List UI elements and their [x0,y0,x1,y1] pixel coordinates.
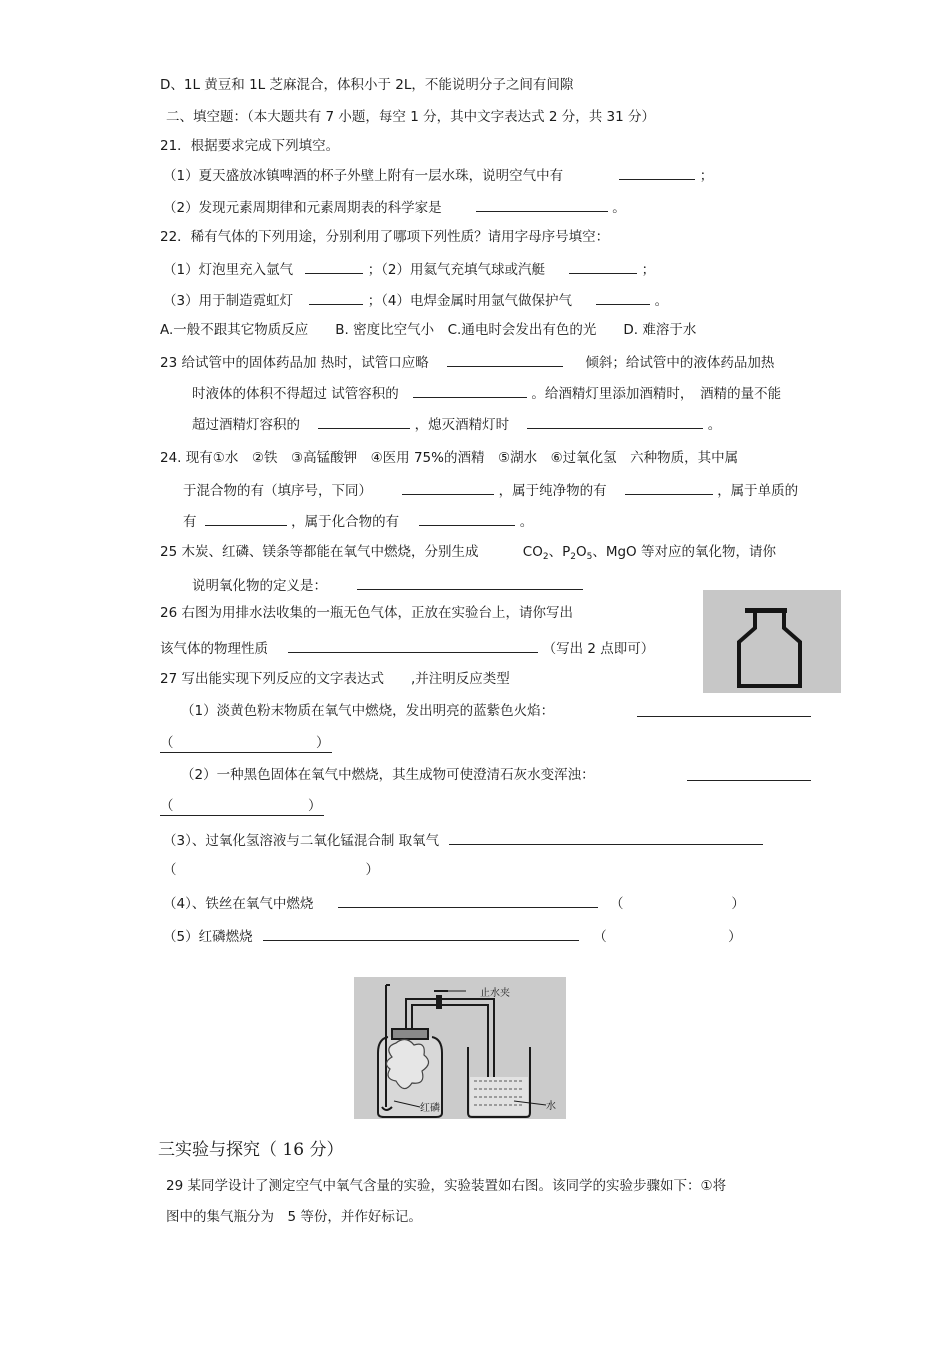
answer-blank[interactable] [625,480,713,495]
q26-text-b: 该气体的物理性质 [160,641,268,657]
q21-stem: 21．根据要求完成下列填空。 [160,138,340,154]
q23-text-c3: 。 [707,417,722,433]
phosphorus-label: 红磷 [420,1103,440,1114]
q24-text-c: 有 [183,514,197,530]
q21-1 [163,165,713,185]
q24-line3 [183,511,533,531]
q23-text-b2: 。给酒精灯里添加酒精时， 酒精的量不能 [531,386,782,402]
q22-row1 [163,259,655,279]
q27-1-blank [637,702,811,722]
answer-blank[interactable] [318,414,410,429]
q23-text-b: 时液体的体积不得超过 试管容积的 [192,386,399,402]
q26-text-b2: （写出 2 点即可） [542,641,655,657]
p2o5-formula: 、$P_2O_5$ [548,544,593,562]
answer-blank[interactable] [596,290,650,305]
q22-stem: 22．稀有气体的下列用途，分别利用了哪项下列性质？请用字母序号填空： [160,229,610,245]
q27-1-type [160,734,332,753]
q22-row2-end: 。 [654,293,669,309]
answer-blank[interactable] [476,197,608,212]
q25-line2 [192,575,583,595]
gas-bottle-figure [703,590,841,693]
q21-1-text: （1）夏天盛放冰镇啤酒的杯子外壁上附有一层水珠，说明空气中有 [163,168,564,184]
co2-formula: $CO_2$ [522,544,549,562]
q24-line1: 24. 现有①水 ②铁 ③高锰酸钾 ④医用 75%的酒精 ⑤湖水 ⑥过氧化氢 六种物质，其中属 [160,450,739,466]
answer-blank[interactable] [305,259,363,274]
q27-1: （1）淡黄色粉末物质在氧气中燃烧，发出明亮的蓝紫色火焰： [181,703,555,719]
q25-text-a: 25 木炭、红磷、镁条等都能在氧气中燃烧，分别生成 [160,544,479,560]
q24-line2 [183,480,798,500]
answer-blank[interactable] [413,383,527,398]
q26-line1: 26 右图为用排水法收集的一瓶无色气体，正放在实验台上，请你写出 [160,605,573,621]
water-label: 水 [546,1101,556,1112]
q27-4 [163,893,745,913]
answer-blank[interactable] [527,414,703,429]
answer-blank[interactable] [687,766,811,781]
q23-text-c: 超过酒精灯容积的 [192,417,300,433]
answer-blank[interactable] [449,830,763,845]
q22-options: A.一般不跟其它物质反应 B. 密度比空气小 C.通电时会发出有色的光 D. 难溶于水 [160,322,697,338]
apparatus-diagram [354,977,566,1119]
q29-line1: 29 某同学设计了测定空气中氧气含量的实验，实验装置如右图。该同学的实验步骤如下：①将 [166,1178,727,1194]
answer-blank[interactable] [357,575,583,590]
q23-line3 [192,414,721,434]
q27-3-text: （3）、过氧化氢溶液与二氧化锰混合制 取氧气 [163,833,440,849]
q23-text-a2: 倾斜；给试管中的液体药品加热 [585,355,775,371]
q25-line1 [160,543,776,566]
q24-text-b3: ，属于单质的 [717,483,799,499]
q27-stem: 27 写出能实现下列反应的文字表达式 ,并注明反应类型 [160,671,510,687]
q27-5-type: （ ） [593,929,742,945]
answer-blank[interactable] [288,638,538,653]
option-d: D、1L 黄豆和 1L 芝麻混合，体积小于 2L，不能说明分子之间有间隙 [160,77,574,93]
q27-5-text: （5）红磷燃烧 [163,929,253,945]
q23-line1 [160,352,774,372]
gas-bottle-icon [703,590,841,693]
q24-text-b2: ，属于纯净物的有 [498,483,607,499]
paren-open: （ [160,798,174,814]
q22-row1-end: ； [641,262,656,278]
q22-2-text: ；（2）用氦气充填气球或汽艇 [367,262,546,278]
answer-blank[interactable] [569,259,637,274]
q27-3-type: （ ） [163,862,379,878]
q21-2-end: 。 [612,200,626,216]
paren-open: （ [160,735,174,751]
q27-4-text: （4）、铁丝在氧气中燃烧 [163,896,314,912]
apparatus-figure [354,977,566,1119]
answer-blank[interactable] [338,893,598,908]
section3-heading: 三实验与探究（ 16 分） [158,1140,344,1160]
answer-blank[interactable] [447,352,563,367]
answer-blank[interactable] [309,290,363,305]
answer-blank[interactable] [419,511,515,526]
q21-1-end: ； [699,168,714,184]
q21-2-text: （2）发现元素周期律和元素周期表的科学家是 [163,200,442,216]
paren-close: ） [308,798,322,814]
answer-blank[interactable] [205,511,287,526]
q21-2 [163,197,626,217]
q24-text-c2: ，属于化合物的有 [291,514,400,530]
q23-text-c2: ，熄灭酒精灯时 [414,417,510,433]
paren-close: ） [316,735,330,751]
q27-5 [163,926,742,946]
q25-tail: 、MgO 等对应的氧化物，请你 [592,544,776,560]
q22-row2 [163,290,668,310]
q27-4-type: （ ） [609,896,745,912]
q24-text-b: 于混合物的有（填序号，下同） [183,483,372,499]
q27-3 [163,830,763,850]
q27-2-type [160,797,324,816]
answer-blank[interactable] [619,165,695,180]
q26-line2 [160,638,654,658]
answer-blank[interactable] [263,926,579,941]
answer-blank[interactable] [637,702,811,717]
q22-1-text: （1）灯泡里充入氩气 [163,262,294,278]
q27-2-blank [687,766,811,786]
q27-2: （2）一种黑色固体在氧气中燃烧，其生成物可使澄清石灰水变浑浊： [181,767,595,783]
q24-text-c3: 。 [519,514,534,530]
answer-blank[interactable] [402,480,494,495]
q25-text-b: 说明氧化物的定义是： [192,578,327,594]
q22-3-text: （3）用于制造霓虹灯 [163,293,294,309]
clamp-label: 止水夹 [480,988,510,999]
section2-heading: 二、填空题：（本大题共有 7 小题，每空 1 分，其中文字表达式 2 分，共 31 分） [166,109,656,125]
q23-text-a: 23 给试管中的固体药品加 热时，试管口应略 [160,355,429,371]
q22-4-text: ；（4）电焊金属时用氩气做保护气 [367,293,573,309]
q29-line2: 图中的集气瓶分为 5 等份，并作好标记。 [166,1209,422,1225]
q23-line2 [192,383,781,403]
